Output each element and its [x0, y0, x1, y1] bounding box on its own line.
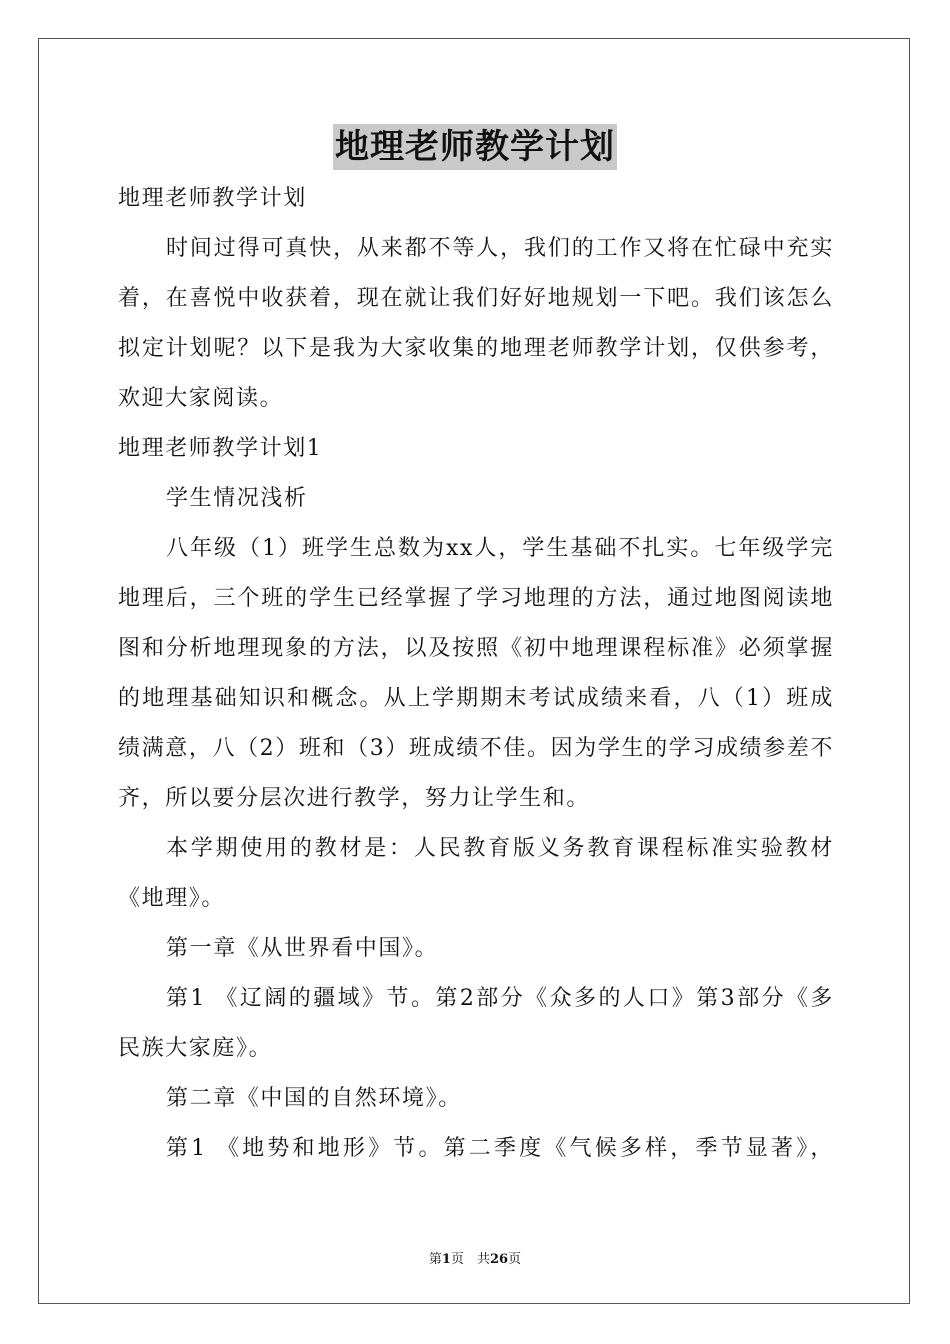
paragraph-line: 第1 《地势和地形》节。第二季度《气候多样，季节显著》， [166, 1136, 834, 1161]
paragraph-line: 齐，所以要分层次进行教学，努力让学生和。 [118, 786, 591, 811]
paragraph-line: 八年级（1）班学生总数为xx人，学生基础不扎实。七年级学完 [166, 536, 834, 561]
paragraph-line: 地理后，三个班的学生已经掌握了学习地理的方法，通过地图阅读地 [118, 586, 834, 611]
paragraph-line: 着，在喜悦中收获着，现在就让我们好好地规划一下吧。我们该怎么 [118, 286, 834, 311]
document-title: 地理老师教学计划 [333, 124, 617, 170]
current-page-number: 1 [441, 1252, 451, 1267]
section-heading: 地理老师教学计划1 [118, 436, 323, 461]
paragraph-line: 绩满意，八（2）班和（3）班成绩不佳。因为学生的学习成绩参差不 [118, 736, 834, 761]
subtitle-line: 地理老师教学计划 [118, 186, 307, 211]
paragraph-line: 的地理基础知识和概念。从上学期期末考试成绩来看，八（1）班成 [118, 686, 834, 711]
chapter-line: 第二章《中国的自然环境》。 [166, 1086, 462, 1111]
chapter-line: 第一章《从世界看中国》。 [166, 936, 439, 961]
paragraph-line: 拟定计划呢？以下是我为大家收集的地理老师教学计划，仅供参考， [118, 336, 834, 361]
paragraph-line: 本学期使用的教材是：人民教育版义务教育课程标准实验教材 [166, 836, 834, 861]
paragraph-line: 民族大家庭》。 [118, 1036, 273, 1061]
footer-suffix: 页 [508, 1252, 522, 1267]
subsection-heading: 学生情况浅析 [166, 486, 308, 511]
page-border [38, 38, 910, 1304]
paragraph-line: 《地理》。 [118, 886, 226, 911]
title-container [0, 124, 950, 170]
footer-prefix: 第 [428, 1252, 442, 1267]
total-pages-number: 26 [489, 1252, 509, 1267]
paragraph-line: 时间过得可真快，从来都不等人，我们的工作又将在忙碌中充实 [166, 236, 834, 261]
paragraph-line: 图和分析地理现象的方法，以及按照《初中地理课程标准》必须掌握 [118, 636, 834, 661]
paragraph-line: 欢迎大家阅读。 [118, 386, 284, 411]
paragraph-line: 第1 《辽阔的疆域》节。第2部分《众多的人口》第3部分《多 [166, 986, 834, 1011]
footer-mid: 页 共 [450, 1252, 490, 1267]
page-footer [0, 1248, 950, 1267]
